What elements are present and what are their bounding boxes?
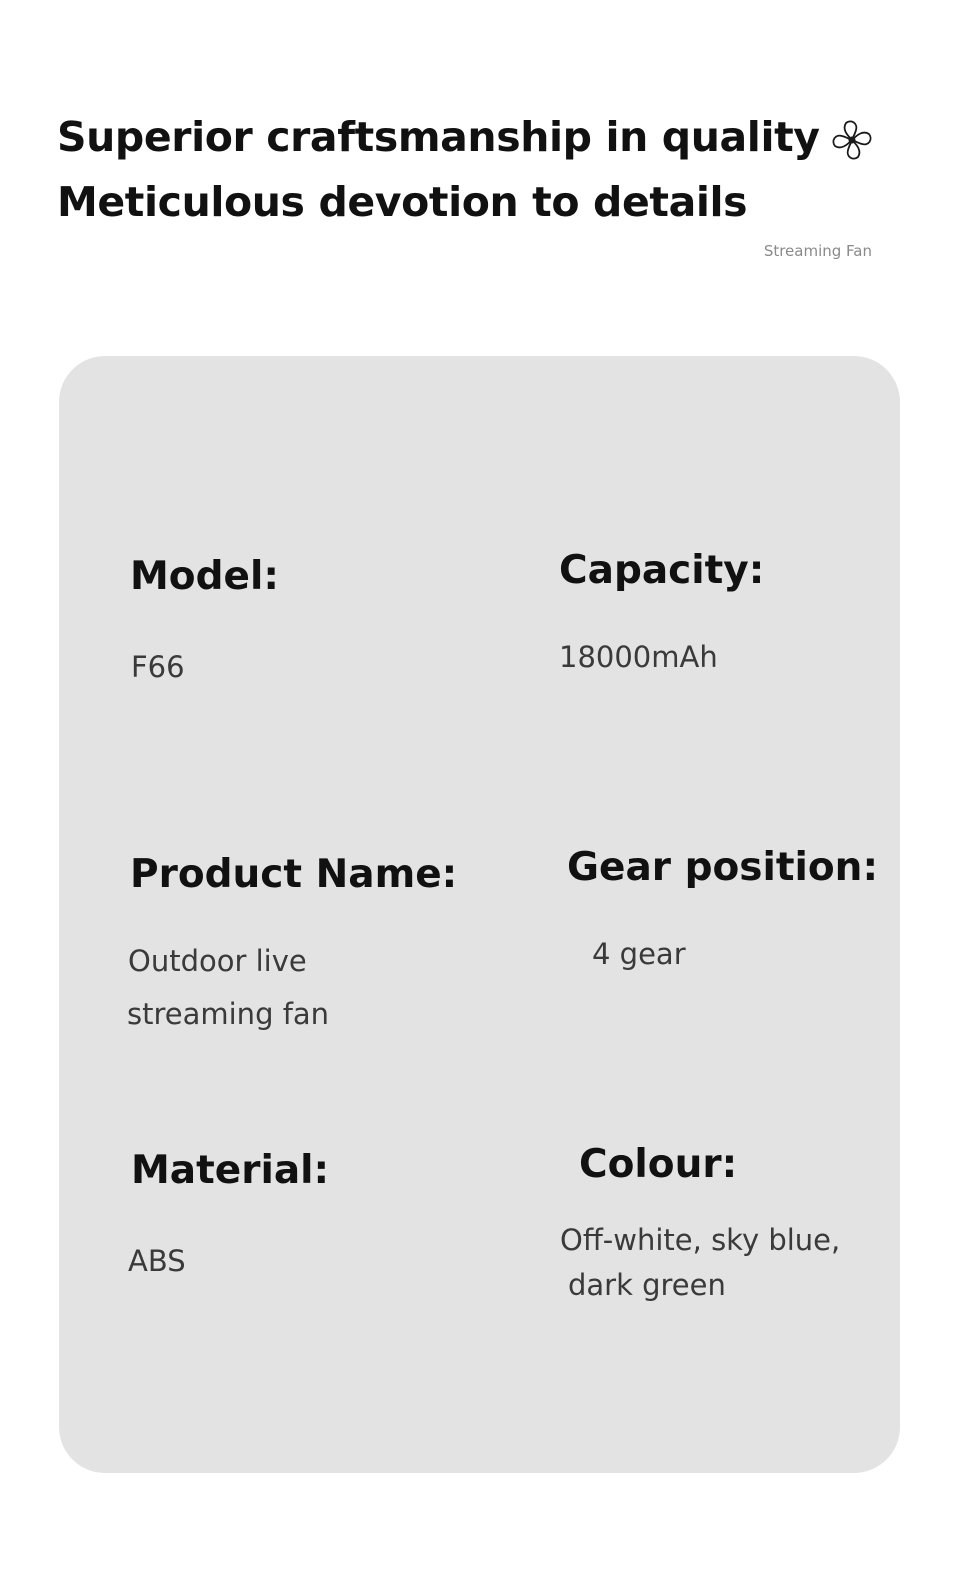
product-name-value-line-2: streaming fan — [127, 997, 330, 1031]
product-name-value — [128, 935, 329, 1041]
colour-value-line-2: dark green — [568, 1268, 726, 1302]
headline-line-2: Meticulous devotion to details — [57, 178, 748, 226]
material-label: Material: — [131, 1148, 330, 1193]
colour-value-line-1: Off-white, sky blue, — [560, 1223, 841, 1257]
gear-position-label: Gear position: — [567, 845, 879, 890]
capacity-label: Capacity: — [559, 548, 765, 593]
colour-value — [560, 1218, 840, 1308]
colour-label: Colour: — [579, 1142, 738, 1187]
gear-position-value: 4 gear — [592, 937, 686, 971]
product-name-value-line-1: Outdoor live — [128, 944, 307, 978]
subbrand-label: Streaming Fan — [763, 242, 872, 260]
capacity-value: 18000mAh — [559, 640, 718, 674]
model-value: F66 — [131, 650, 185, 684]
fan-icon — [830, 118, 874, 162]
headline-line-1: Superior craftsmanship in quality — [57, 113, 820, 161]
product-name-label: Product Name: — [130, 852, 458, 897]
model-label: Model: — [130, 554, 279, 599]
material-value: ABS — [128, 1244, 186, 1278]
